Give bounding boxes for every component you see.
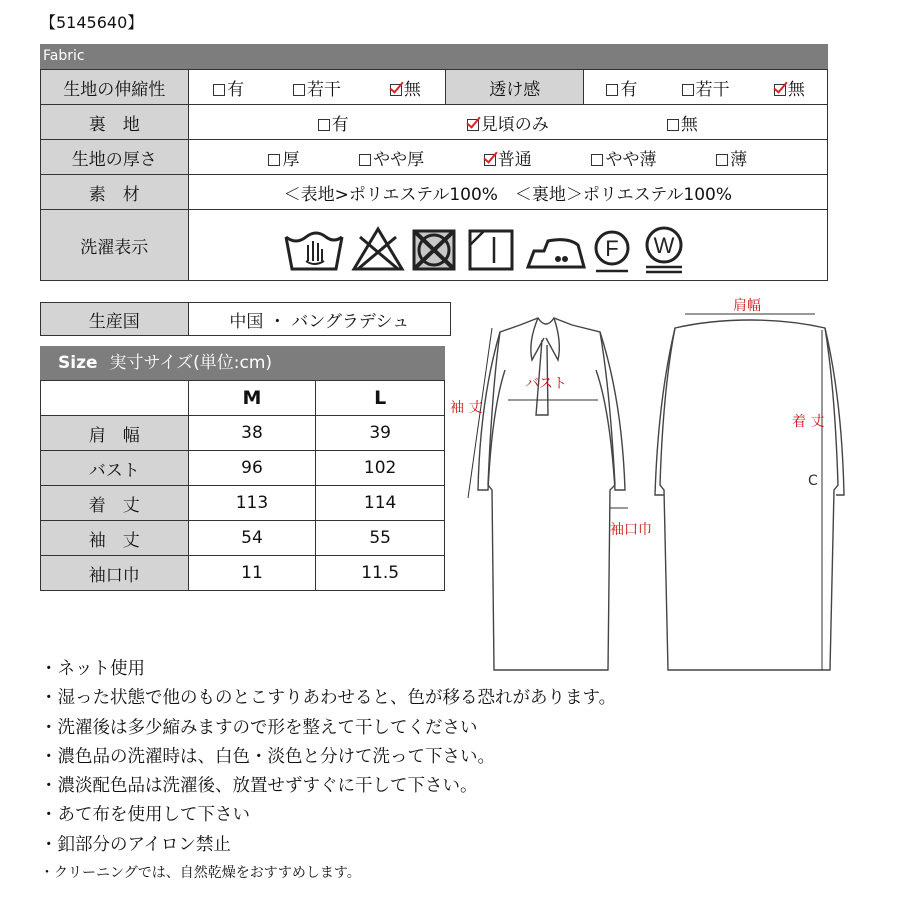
fabric-header: Fabric bbox=[40, 44, 828, 69]
no-bleach-icon bbox=[354, 229, 402, 269]
row-label: 肩 幅 bbox=[41, 416, 189, 451]
cell: 102 bbox=[316, 451, 445, 486]
cell: 96 bbox=[188, 451, 316, 486]
svg-text:W: W bbox=[653, 233, 675, 258]
care-icons bbox=[188, 210, 827, 281]
cell: 11 bbox=[188, 556, 316, 591]
col-l: L bbox=[316, 381, 445, 416]
note-line: ・湿った状態で他のものとこすりあわせると、色が移る恐れがあります。 bbox=[40, 688, 617, 709]
empty-corner bbox=[41, 381, 189, 416]
thickness-opt-1[interactable]: やや厚 bbox=[359, 145, 424, 170]
lining-row bbox=[41, 105, 828, 140]
product-code: 【5145640】 bbox=[40, 13, 144, 32]
lining-opt-2[interactable]: 無 bbox=[667, 110, 698, 135]
material-value: ＜表地>ポリエステル100% ＜裏地＞ポリエステル100% bbox=[188, 175, 827, 210]
sleeve-label: 袖 丈 bbox=[450, 400, 483, 416]
origin-value: 中国 ・ バングラデシュ bbox=[188, 303, 450, 336]
checked-checkbox-icon bbox=[484, 154, 496, 166]
table-row bbox=[41, 521, 445, 556]
note-line-small: ・クリーニングでは、自然乾燥をおすすめします。 bbox=[40, 865, 361, 882]
care-notes bbox=[40, 655, 616, 886]
checkbox-icon bbox=[268, 154, 280, 166]
dry-clean-f-icon bbox=[596, 232, 628, 271]
sheer-options bbox=[584, 70, 828, 105]
checkbox-icon bbox=[716, 154, 728, 166]
drip-dry-shade-icon bbox=[470, 231, 512, 269]
svg-text:F: F bbox=[605, 236, 619, 261]
size-column-row bbox=[41, 381, 445, 416]
stretch-opt-1[interactable]: 若干 bbox=[293, 75, 341, 100]
thickness-label: 生地の厚さ bbox=[41, 140, 189, 175]
note-line: ・あて布を使用して下さい bbox=[40, 805, 250, 826]
stretch-opt-2[interactable]: 無 bbox=[390, 75, 421, 100]
sheer-opt-0[interactable]: 有 bbox=[606, 75, 637, 100]
checked-checkbox-icon bbox=[390, 84, 402, 96]
lining-opt-1[interactable]: 見頃のみ bbox=[467, 110, 549, 135]
col-m: M bbox=[188, 381, 316, 416]
cell: 38 bbox=[188, 416, 316, 451]
care-row bbox=[41, 210, 828, 281]
note-line: ・ネット使用 bbox=[40, 659, 145, 679]
note-line: ・釦部分のアイロン禁止 bbox=[40, 834, 231, 855]
lining-options bbox=[188, 105, 827, 140]
size-table bbox=[40, 380, 445, 591]
material-row bbox=[41, 175, 828, 210]
checkbox-icon bbox=[682, 84, 694, 96]
row-label: バスト bbox=[41, 451, 189, 486]
bust-label: バスト bbox=[525, 376, 567, 392]
table-row bbox=[41, 486, 445, 521]
lining-label: 裏 地 bbox=[41, 105, 189, 140]
thickness-row bbox=[41, 140, 828, 175]
table-row bbox=[41, 556, 445, 591]
sheer-opt-2[interactable]: 無 bbox=[774, 75, 805, 100]
cell: 11.5 bbox=[316, 556, 445, 591]
cuff-label: 袖口巾 bbox=[610, 522, 652, 538]
garment-diagram bbox=[450, 290, 850, 680]
thickness-opt-2[interactable]: 普通 bbox=[484, 145, 532, 170]
stretch-row bbox=[41, 70, 828, 105]
checkbox-icon bbox=[606, 84, 618, 96]
back-body-outline bbox=[660, 320, 838, 670]
cell: 39 bbox=[316, 416, 445, 451]
thickness-opt-4[interactable]: 薄 bbox=[716, 145, 747, 170]
size-header-jp: 実寸サイズ(単位:cm) bbox=[109, 353, 273, 373]
size-header-en: Size bbox=[58, 353, 98, 373]
stretch-label: 生地の伸縮性 bbox=[41, 70, 189, 105]
table-row bbox=[41, 416, 445, 451]
origin-label: 生産国 bbox=[41, 303, 189, 336]
lining-opt-0[interactable]: 有 bbox=[318, 110, 349, 135]
cell: 114 bbox=[316, 486, 445, 521]
length-label: 着 丈 bbox=[792, 414, 825, 430]
no-tumble-dry-icon bbox=[414, 231, 454, 269]
stretch-options bbox=[188, 70, 446, 105]
note-line: ・濃色品の洗濯時は、白色・淡色と分けて洗って下さい。 bbox=[40, 746, 495, 767]
row-label: 袖 丈 bbox=[41, 521, 189, 556]
checkbox-icon bbox=[359, 154, 371, 166]
wet-clean-w-icon bbox=[646, 228, 682, 272]
back-left-sleeve bbox=[655, 328, 675, 495]
size-header bbox=[40, 346, 445, 380]
thickness-opt-3[interactable]: やや薄 bbox=[591, 145, 656, 170]
cell: 113 bbox=[188, 486, 316, 521]
low-iron-icon bbox=[528, 240, 584, 267]
checkbox-icon bbox=[667, 119, 679, 131]
cell: 55 bbox=[316, 521, 445, 556]
cell: 54 bbox=[188, 521, 316, 556]
thickness-opt-0[interactable]: 厚 bbox=[268, 145, 299, 170]
material-label: 素 材 bbox=[41, 175, 189, 210]
sheer-label: 透け感 bbox=[446, 70, 584, 105]
checkbox-icon bbox=[293, 84, 305, 96]
shoulder-label: 肩幅 bbox=[733, 298, 761, 314]
table-row bbox=[41, 451, 445, 486]
care-label: 洗濯表示 bbox=[41, 210, 189, 281]
sheer-opt-1[interactable]: 若干 bbox=[682, 75, 730, 100]
c-mark: C bbox=[808, 473, 818, 489]
note-line: ・洗濯後は多少縮みますので形を整えて干してください bbox=[40, 717, 478, 738]
row-label: 袖口巾 bbox=[41, 556, 189, 591]
note-line: ・濃淡配色品は洗濯後、放置せずすぐに干して下さい。 bbox=[40, 776, 478, 797]
hand-wash-icon bbox=[286, 233, 342, 269]
row-label: 着 丈 bbox=[41, 486, 189, 521]
checkbox-icon bbox=[591, 154, 603, 166]
fabric-table bbox=[40, 69, 828, 281]
checked-checkbox-icon bbox=[774, 84, 786, 96]
checked-checkbox-icon bbox=[467, 119, 479, 131]
stretch-opt-0[interactable]: 有 bbox=[213, 75, 244, 100]
origin-table bbox=[40, 302, 451, 336]
checkbox-icon bbox=[213, 84, 225, 96]
checkbox-icon bbox=[318, 119, 330, 131]
thickness-options bbox=[188, 140, 827, 175]
